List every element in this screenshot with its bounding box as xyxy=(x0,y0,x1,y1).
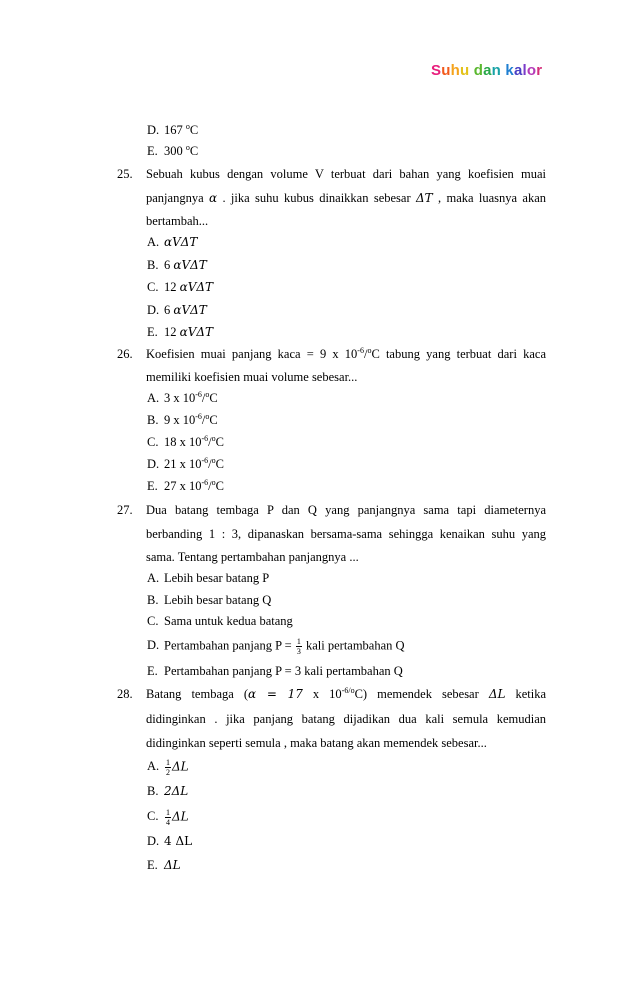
header-letter: n xyxy=(491,62,502,79)
page-header-title xyxy=(431,62,542,79)
header-letter: a xyxy=(513,62,523,79)
fraction-one-third: $\frac{1}{3}$ xyxy=(296,637,301,656)
header-letter: l xyxy=(522,62,527,79)
header-letter: S xyxy=(431,62,442,79)
header-letter: o xyxy=(526,62,537,79)
fraction-one-half: $\frac{1}{2}$ xyxy=(166,758,170,777)
header-letter: k xyxy=(505,62,514,79)
header-letter: u xyxy=(441,62,451,79)
header-letter: u xyxy=(459,62,470,79)
header-letter: a xyxy=(483,62,492,79)
fraction-one-quarter: $\frac{1}{4}$ xyxy=(166,808,170,827)
header-letter: d xyxy=(473,62,484,79)
header-letter: r xyxy=(536,62,543,79)
header-letter: h xyxy=(450,62,460,79)
